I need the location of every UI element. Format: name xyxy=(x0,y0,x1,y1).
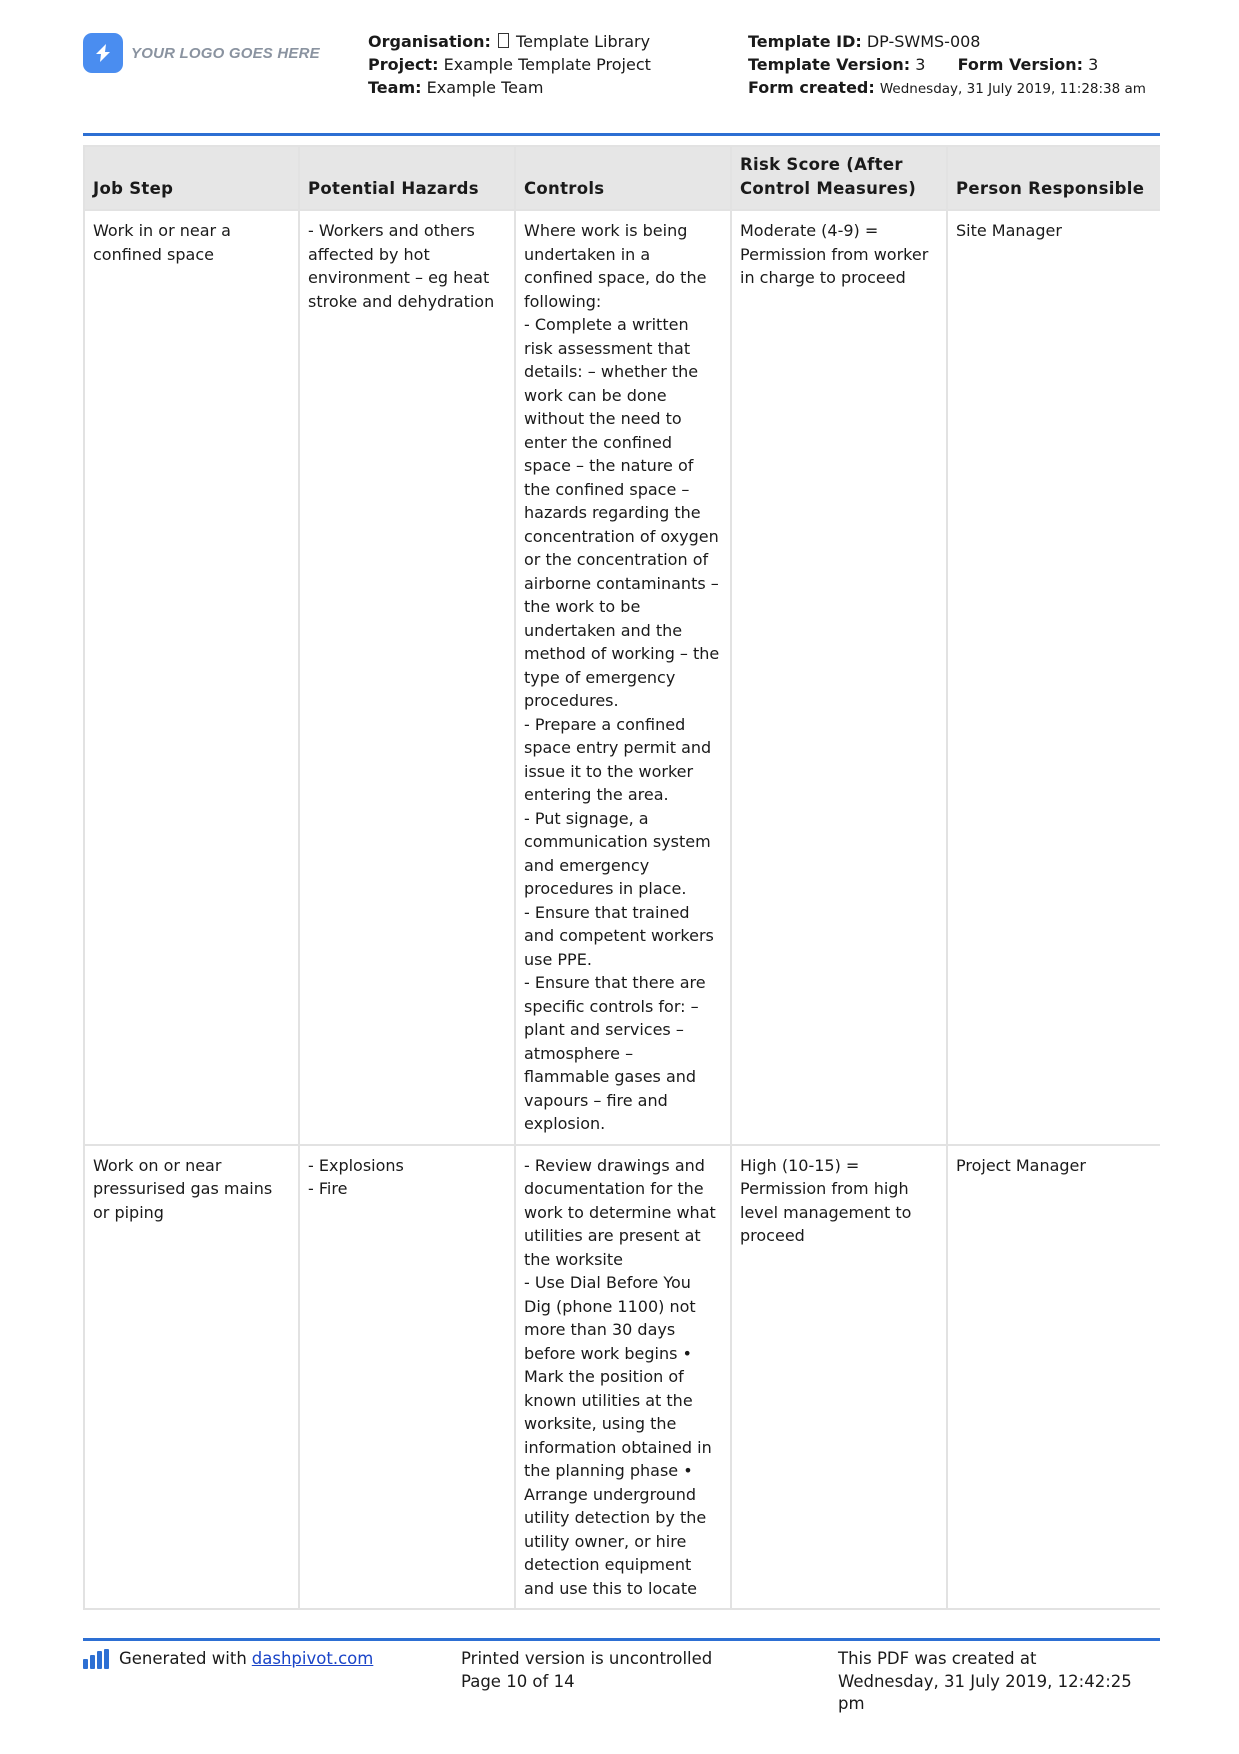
team-value: Example Team xyxy=(426,78,544,97)
controls-cell xyxy=(515,1145,731,1610)
control-item: Where work is being undertaken in a confined space, do the following: xyxy=(524,221,707,311)
form-version-label: Form Version: xyxy=(957,55,1084,74)
table-row xyxy=(84,210,1160,1145)
hazard-item: - Workers and others affected by hot environment – eg heat stroke and dehydration xyxy=(308,221,495,311)
uncontrolled-notice: Printed version is uncontrolled xyxy=(461,1649,713,1668)
pdf-created-info xyxy=(838,1648,1148,1716)
generated-with xyxy=(83,1648,373,1671)
column-header-controls: Controls xyxy=(515,146,731,210)
column-header-risk-score: Risk Score (After Control Measures) xyxy=(731,146,947,210)
column-header-potential-hazards: Potential Hazards xyxy=(299,146,515,210)
header-divider xyxy=(83,133,1160,136)
pdf-created-timestamp: Wednesday, 31 July 2019, 12:42:25 pm xyxy=(838,1671,1132,1713)
template-version-value: 3 xyxy=(915,55,926,74)
generated-prefix: Generated with xyxy=(119,1649,247,1668)
control-item: - Ensure that there are specific controls for: – plant and services – atmosphere – flammable gases and vapours – fire and explosion. xyxy=(524,973,706,1133)
form-version-value: 3 xyxy=(1088,55,1099,74)
footer-divider xyxy=(83,1638,1160,1641)
dashpivot-link[interactable]: dashpivot.com xyxy=(251,1649,374,1668)
controls-cell xyxy=(515,210,731,1145)
dashpivot-bars-icon xyxy=(83,1649,111,1669)
logo-text: YOUR LOGO GOES HERE xyxy=(131,44,320,62)
column-header-job-step: Job Step xyxy=(84,146,299,210)
control-item: - Complete a written risk assessment that details: – whether the work can be done without the need to enter the confined space – the nature of the confined space – hazards regarding the concentration of oxygen or the concentration of airborne contaminants – the work to be undertaken and the method of working – the type of emergency procedures. xyxy=(524,315,720,710)
page-header xyxy=(83,28,1163,128)
meta-template-block xyxy=(748,30,1168,101)
job-step-cell: Work on or near pressurised gas mains or piping xyxy=(84,1145,299,1610)
template-version-label: Template Version: xyxy=(748,55,911,74)
table-row xyxy=(84,1145,1160,1610)
organisation-value: Template Library xyxy=(516,32,651,51)
form-created-value: Wednesday, 31 July 2019, 11:28:38 am xyxy=(879,81,1146,97)
swms-table-container xyxy=(83,145,1160,1638)
person-responsible-cell: Project Manager xyxy=(947,1145,1160,1610)
hazard-item: - Explosions xyxy=(308,1155,404,1175)
person-responsible-cell: Site Manager xyxy=(947,210,1160,1145)
generic-glyph-icon xyxy=(498,33,509,48)
swms-table xyxy=(83,145,1160,1610)
company-logo xyxy=(83,33,320,73)
control-item: - Put signage, a communication system and emergency procedures in place. xyxy=(524,808,711,898)
hazards-cell xyxy=(299,1145,515,1610)
hazards-cell xyxy=(299,210,515,1145)
template-id-value: DP-SWMS-008 xyxy=(866,32,981,51)
control-item: - Prepare a confined space entry permit and issue it to the worker entering the area. xyxy=(524,714,712,804)
control-item: - Ensure that trained and competent workers use PPE. xyxy=(524,902,714,969)
job-step-cell: Work in or near a confined space xyxy=(84,210,299,1145)
risk-score-cell: Moderate (4-9) = Permission from worker in charge to proceed xyxy=(731,210,947,1145)
team-label: Team: xyxy=(368,78,422,97)
column-header-person-responsible: Person Responsible xyxy=(947,146,1160,210)
project-value: Example Template Project xyxy=(443,55,651,74)
page-number: Page 10 of 14 xyxy=(461,1671,575,1691)
table-header-row xyxy=(84,146,1160,210)
hazard-item: - Fire xyxy=(308,1179,348,1198)
footer-page-info xyxy=(461,1648,712,1693)
project-label: Project: xyxy=(368,55,439,74)
pdf-created-label: This PDF was created at xyxy=(838,1649,1037,1668)
logo-icon xyxy=(83,33,123,73)
organisation-label: Organisation: xyxy=(368,32,491,51)
meta-organisation-block xyxy=(368,30,651,99)
page-footer xyxy=(83,1648,1163,1738)
risk-score-cell: High (10-15) = Permission from high level management to proceed xyxy=(731,1145,947,1610)
control-item: - Use Dial Before You Dig (phone 1100) not more than 30 days before work begins • Mark the position of known utilities at the worksite, using the information obtained in the planning phase • Arrange underground utility detection by the utility owner, or hire detection equipment and use this to locate xyxy=(524,1273,712,1598)
control-item: - Review drawings and documentation for the work to determine what utilities are present at the worksite xyxy=(524,1155,716,1269)
form-created-label: Form created: xyxy=(748,78,875,97)
template-id-label: Template ID: xyxy=(748,32,862,51)
